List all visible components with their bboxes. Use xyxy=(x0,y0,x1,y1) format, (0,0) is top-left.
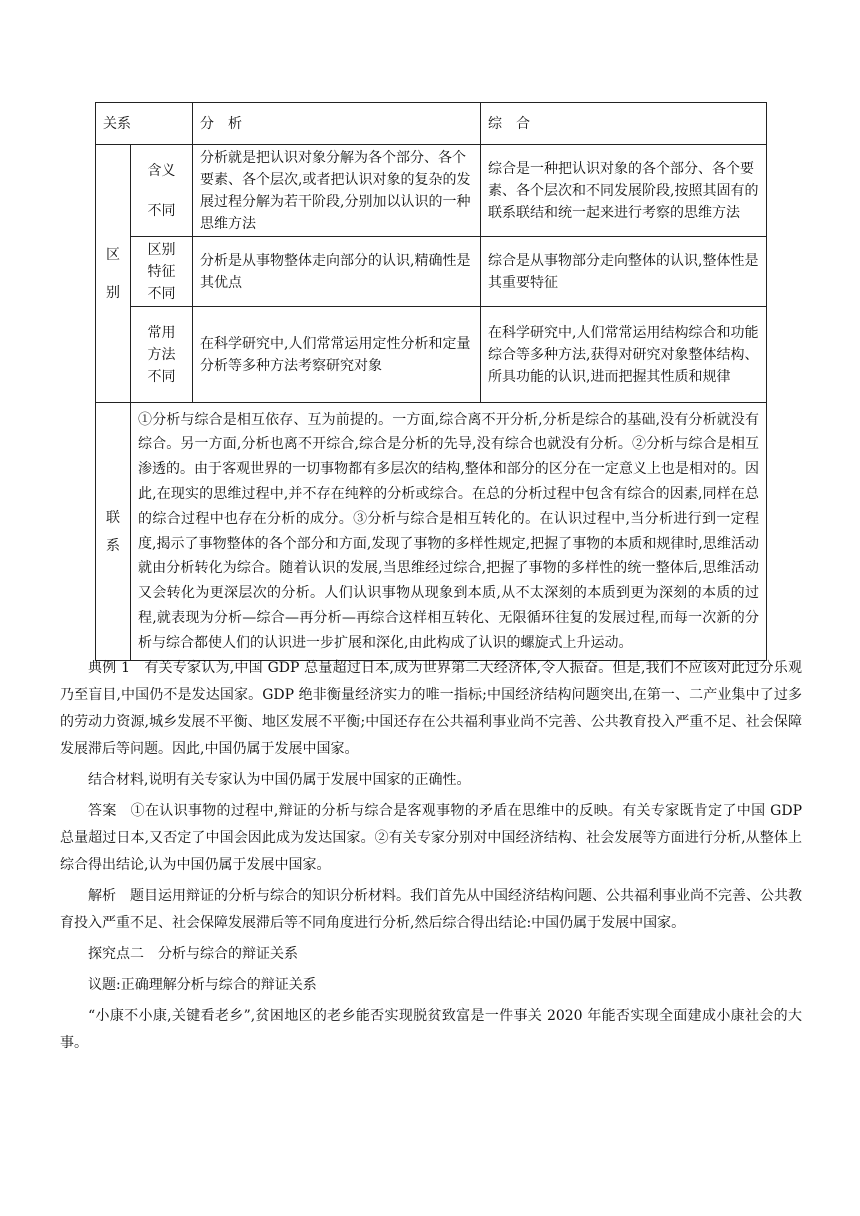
link-label-char-2: 系 xyxy=(106,537,120,554)
cell-method-synthesis: 在科学研究中,人们常常运用结构综合和功能综合等多种方法,获得对研究对象整体结构、所具功能的认识,进而把握其性质和规律 xyxy=(481,307,767,403)
question-paragraph: 结合材料,说明有关专家认为中国仍属于发展中国家的正确性。 xyxy=(88,772,471,788)
closing-paragraph: “小康不小康,关键看老乡”,贫困地区的老乡能否实现脱贫致富是一件事关 2020 年能否实现全面建成小康社会的大事。 xyxy=(60,1008,802,1051)
topic-paragraph: 议题:正确理解分析与综合的辩证关系 xyxy=(88,977,317,993)
example-tag: 典例 1 xyxy=(88,660,131,676)
table-row-method xyxy=(96,307,767,403)
example-paragraph xyxy=(60,655,802,763)
cell-meaning-synthesis: 综合是一种把认识对象的各个部分、各个要素、各个层次和不同发展阶段,按照其固有的联系联结和统一起来进行考察的思维方法 xyxy=(481,145,767,237)
analysis-text: 题目运用辩证的分析与综合的知识分析材料。我们首先从中国经济结构问题、公共福利事业尚不完善、公共教育投入严重不足、社会保障发展滞后等不同角度进行分析,然后综合得出结论:中国仍属于发展中国家。 xyxy=(60,888,802,931)
cell-method-analysis: 在科学研究中,人们常常运用定性分析和定量分析等多种方法考察研究对象 xyxy=(193,307,481,403)
row-label-feature-3: 不同 xyxy=(147,285,176,302)
header-relation: 关系 xyxy=(96,103,193,145)
analysis-paragraph xyxy=(60,883,802,937)
table-row-meaning xyxy=(96,145,767,237)
answer-tag: 答案 xyxy=(88,803,117,819)
row-label-feature xyxy=(131,237,193,307)
header-analysis: 分 析 xyxy=(193,103,481,145)
row-label-meaning-bottom: 不同 xyxy=(147,202,176,219)
section-title: 探究点二 分析与综合的辩证关系 xyxy=(88,946,298,962)
row-label-method-2: 方法 xyxy=(147,346,176,363)
example-text: 有关专家认为,中国 GDP 总量超过日本,成为世界第二大经济体,令人振奋。但是,我们不应该对此过分乐观乃至盲目,中国仍不是发达国家。GDP 绝非衡量经济实力的唯一指标;中国经济结构问题突出,在第一、二产业集中了过多的劳动力资源,城乡发展不平衡、地区发展不平衡;中国还存在公共福利事业尚不完善、公共教育投入严重不足、社会保障发展滞后等问题。因此,中国仍属于发展中国家。 xyxy=(60,660,803,757)
analysis-tag: 解析 xyxy=(88,888,116,904)
table-row-feature xyxy=(96,237,767,307)
link-text: ①分析与综合是相互依存、互为前提的。一方面,综合离不开分析,分析是综合的基础,没有分析就没有综合。另一方面,分析也离不开综合,综合是分析的先导,没有综合也就没有分析。②分析与综合是相互渗透的。由于客观世界的一切事物都有多层次的结构,整体和部分的区分在一定意义上也是相对的。因此,在现实的思维过程中,并不存在纯粹的分析或综合。在总的分析过程中包含有综合的因素,同样在总的综合过程中也存在分析的成分。③分析与综合是相互转化的。在认识过程中,当分析进行到一定程度,揭示了事物整体的各个部分和方面,发现了事物的多样性规定,把握了事物的本质和规律时,思维活动就由分析转化为综合。随着认识的发展,当思维经过综合,把握了事物的多样性的统一整体后,思维活动又会转化为更深层次的分析。人们认识事物从现象到本质,从不太深刻的本质到更为深刻的本质的过程,就表现为分析—综合—再分析—再综合这样相互转化、无限循环往复的发展过程,而每一次新的分析与综合都使人们的认识进一步扩展和深化,由此构成了认识的螺旋式上升运动。 xyxy=(131,403,767,661)
answer-text: ①在认识事物的过程中,辩证的分析与综合是客观事物的矛盾在思维中的反映。有关专家既肯定了中国 GDP 总量超过日本,又否定了中国会因此成为发达国家。②有关专家分别对中国经济结构、社会发展等方面进行分析,从整体上综合得出结论,认为中国仍属于发展中国家。 xyxy=(60,803,802,873)
cell-feature-analysis: 分析是从事物整体走向部分的认识,精确性是其优点 xyxy=(193,237,481,307)
row-label-method-1: 常用 xyxy=(147,324,176,341)
diff-label-char-1: 区 xyxy=(106,246,120,263)
answer-paragraph xyxy=(60,798,802,879)
cell-feature-synthesis: 综合是从事物部分走向整体的认识,整体性是其重要特征 xyxy=(481,237,767,307)
row-label-method xyxy=(131,307,193,403)
diff-label xyxy=(96,145,131,403)
table-row-link xyxy=(96,403,767,661)
body-text xyxy=(60,655,802,1057)
table-header-row xyxy=(96,103,767,145)
link-label xyxy=(96,403,131,661)
row-label-feature-1: 区别 xyxy=(147,241,176,258)
row-label-feature-2: 特征 xyxy=(147,263,176,280)
row-label-meaning-top: 含义 xyxy=(147,162,176,179)
row-label-meaning xyxy=(131,145,193,237)
diff-label-char-2: 别 xyxy=(106,284,120,301)
header-synthesis: 综 合 xyxy=(481,103,767,145)
row-label-method-3: 不同 xyxy=(147,368,176,385)
link-label-char-1: 联 xyxy=(106,509,120,526)
comparison-table xyxy=(95,102,767,661)
cell-meaning-analysis: 分析就是把认识对象分解为各个部分、各个要素、各个层次,或者把认识对象的复杂的发展过程分解为若干阶段,分别加以认识的一种思维方法 xyxy=(193,145,481,237)
